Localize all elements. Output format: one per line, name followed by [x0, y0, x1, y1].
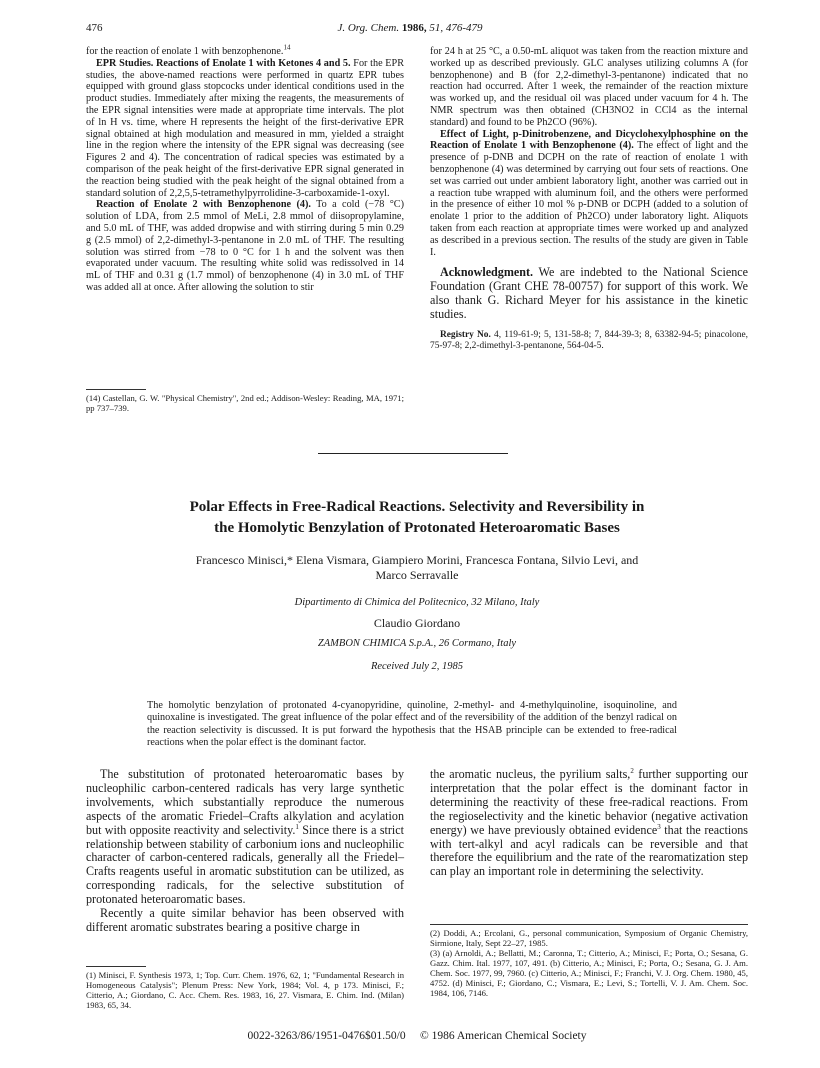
paragraph — [86, 58, 404, 200]
paragraph-text: for the reaction of enolate 1 with benzophenone. — [86, 46, 284, 57]
paragraph-text: To a cold (−78 °C) solution of LDA, from 2.5 mmol of MeLi, 2.8 mmol of diisopropylamine, and 5.0 mL of THF, was added dropwise and with stirring during 5 min 0.29 g (2.5 mmol) of 2,2-dimethyl-3-pentanone in 2.0 mL of THF. The resulting solution was stirred from −78 to 0 °C for 1 h and the solvent was then evaporated under vacuum. The resulting white solid was redissolved in 14 mL of THF and 0.31 g (1.7 mmol) of benzophenone (4) in 3.0 mL of THF was added all at once. After allowing the solution to stir — [86, 199, 404, 293]
reference-marker: 1 — [295, 822, 299, 831]
article-title — [86, 497, 748, 539]
page-footer — [86, 1030, 748, 1042]
running-head — [86, 22, 734, 36]
journal-volume: 51, — [429, 22, 444, 34]
footnote-rule — [430, 924, 748, 925]
paragraph-text: We are indebted to the National Science Foundation (Grant CHE 78-00757) for support of this work. We also thank G. Richard Meyer for his assistance in the kinetic studies. — [430, 265, 748, 322]
footnote — [430, 928, 748, 998]
received-date: Received July 2, 1985 — [370, 661, 464, 672]
paragraph-text: For the EPR studies, the above-named reactions were performed in quartz EPR tubes equipped with ground glass stopcocks under identical conditions used in the product studies. Immediately after mixing the reagents, the measurements of the EPR signal intensities were made at appropriate time intervals. The plot of ln H vs. time, where H represents the height of the first-derivative EPR signal obtained at high modulation and measured in mm, yielded a straight line in the region where the intensity of the EPR signal was decreasing (see Figures 2 and 4). The concentration of radical species was estimated by a comparison of the peak height of the first-derivative EPR signal generated in the reaction being studied with the peak height of the signal obtained from a standard solution of 2,2,5,5-tetramethylpyrrolidine-3-carboxamide-1-oxyl. — [86, 57, 404, 199]
paragraph — [430, 768, 748, 879]
paragraph: for 24 h at 25 °C, a 0.50-mL aliquot was taken from the reaction mixture and worked up as described previously. GLC analyses utilizing columns A (for benzophenone) and B (for 2,2-dimethyl-3-pentanone) indicated that no reaction had occurred. After 1 week, the remainder of the reaction mixture was worked up, and the residual oil was placed under vacuum for 4 h. The NMR spectrum was then obtained (CH3NO2 in CCl4 as the internal standard) and found to be Ph2CO (96%). — [430, 46, 748, 128]
footnote-entry: (3) (a) Arnoldi, A.; Bellatti, M.; Caronna, T.; Citterio, A.; Minisci, F.; Porta, O.; Sesana, G. Gazz. Chim. Ital. 1977, 107, 491. (b) Citterio, A.; Minisci, F.; Porta, O.; Sesana, G. J. Am. Chem. Soc. 1977, 99, 7960. (c) Citterio, A.; Minisci, F.; Franchi, V. J. Org. Chem. 1980, 45, 4752. (d) Minisci, F.; Giordano, C.; Vismara, E.; Levi, S.; Tortelli, V. J. Am. Chem. Soc. 1984, 106, 7146. — [430, 948, 748, 998]
paragraph — [430, 129, 748, 259]
title-line: Polar Effects in Free-Radical Reactions. Selectivity and Reversibility in — [189, 499, 645, 515]
body-left-column — [86, 768, 404, 935]
prev-article-right-column — [430, 46, 748, 352]
journal-citation — [86, 22, 734, 34]
reference-marker: 3 — [657, 822, 661, 831]
section-heading: EPR Studies. Reactions of Enolate 1 with Ketones 4 and 5. — [96, 57, 351, 69]
paragraph — [86, 768, 404, 907]
paragraph: Recently a quite similar behavior has been observed with different aromatic substrates bearing a positive charge in — [86, 906, 404, 934]
footnote-entry: (2) Doddi, A.; Ercolani, G., personal communication, Symposium of Organic Chemistry, Sirmione, Italy, Sept 22–27, 1985. — [430, 928, 748, 948]
body-right-column — [430, 768, 748, 879]
paragraph-text: 4, 119-61-9; 5, 131-58-8; 7, 844-39-3; 8, 63382-94-5; pinacolone, 75-97-8; 2,2-dimethyl-3-pentanone, 564-04-5. — [430, 329, 748, 351]
paragraph-text: further supporting our interpretation that the polar effect is the dominant factor in determining the reactivity of these free-radical reactions. From the regioselectivity and the kinetic behavior (negative activation energy) we have previously obtained evidence — [430, 767, 748, 837]
footnote: (1) Minisci, F. Synthesis 1973, 1; Top. Curr. Chem. 1976, 62, 1; "Fundamental Research in Homogeneous Catalysis"; Plenum Press: New York, 1984; Vol. 4, p 173. Minisci, F.; Citterio, A.; Giordano, C. Acc. Chem. Res. 1983, 16, 27. Vismara, E. Chim. Ind. (Milan) 1983, 65, 34. — [86, 970, 404, 1010]
paragraph-text: The substitution of protonated heteroaromatic bases by nucleophilic carbon-centered radicals has very large synthetic involvements, which substantially reproduce the numerous aspects of the aromatic Friedel–Crafts alkylation and acylation but with opposite reactivity and selectivity. — [86, 767, 404, 837]
author-list — [120, 553, 714, 583]
footnote-rule — [86, 389, 146, 390]
article-code: 0022-3263/86/1951-0476$01.50/0 — [247, 1030, 406, 1042]
authors-line: Francesco Minisci,* Elena Vismara, Giampiero Morini, Francesca Fontana, Silvio Levi, and — [195, 553, 639, 567]
paragraph-text: The effect of light and the presence of p-DNB and DCPH on the rate of reaction of enolate 1 with benzophenone (4) was determined by carrying out four sets of reactions. One set was carried out under ambient laboratory light, another was carried out in a reaction tube wrapped with aluminum foil, and the others were performed in the presence of either 10 mol % p-DNB or DCPH (added to a solution of enolate 1 prior to the addition of Ph2CO) under laboratory light. Aliquots taken from each reaction at appropriate times were worked up and analyzed as described in a previous section. The results of the study are given in Table I. — [430, 140, 748, 258]
paragraph-text: Since there is a strict relationship between stability of carbonium ions and nucleophilic character of carbon-centered radicals, generally all the Friedel–Crafts reagents useful in aromatic substitution can be utilized, as corresponding radicals, for the selective substitution of protonated heteroaromatic bases. — [86, 822, 405, 907]
paragraph — [86, 199, 404, 293]
paragraph-text: the aromatic nucleus, the pyrilium salts, — [430, 767, 631, 781]
footnote-rule — [86, 966, 146, 967]
paragraph — [86, 43, 404, 58]
section-heading: Registry No. — [440, 329, 491, 340]
journal-year: 1986, — [401, 22, 427, 34]
author-name: Claudio Giordano — [373, 616, 461, 630]
authors-line: Marco Serravalle — [375, 568, 459, 582]
paragraph-text: that the reactions with tert-alkyl and acyl radicals can be reversible and that therefore the equilibrium and the rate of the rearomatization step can play an important role in determining the selectivity. — [430, 822, 748, 879]
article-separator — [318, 453, 508, 454]
registry-numbers — [430, 330, 748, 352]
section-heading: Effect of Light, p-Dinitrobenzene, and Dicyclohexylphosphine on the Reaction of Enolate 1 with Benzophenone (4). — [430, 128, 748, 152]
section-heading: Acknowledgment. — [440, 265, 534, 280]
footnote: (14) Castellan, G. W. "Physical Chemistry", 2nd ed.; Addison-Wesley: Reading, MA, 1971; pp 737–739. — [86, 393, 404, 413]
section-heading: Reaction of Enolate 2 with Benzophenone (4). — [96, 199, 311, 211]
title-line: the Homolytic Benzylation of Protonated Heteroaromatic Bases — [214, 520, 620, 536]
copyright: © 1986 American Chemical Society — [419, 1030, 587, 1042]
affiliation: Dipartimento di Chimica del Politecnico, 32 Milano, Italy — [294, 597, 540, 608]
journal-name: J. Org. Chem. — [337, 22, 400, 34]
prev-article-left-column — [86, 43, 404, 294]
acknowledgment — [430, 266, 748, 322]
journal-pages: 476-479 — [445, 22, 483, 34]
affiliation: ZAMBON CHIMICA S.p.A., 26 Cormano, Italy — [317, 638, 517, 649]
reference-marker: 2 — [630, 766, 634, 775]
abstract: The homolytic benzylation of protonated 4-cyanopyridine, quinoline, 2-methyl- and 4-methylquinoline, isoquinoline, and quinoxaline is investigated. The great influence of the polar effect and of the reversibility of the addition of the benzyl radical on the reaction selectivity is discussed. It is put forward the hypothesis that the HSAB principle can be extended to free-radical reactions when the polar effect is the dominant factor. — [147, 700, 677, 749]
reference-marker: 14 — [283, 43, 291, 52]
page-number: 476 — [86, 22, 103, 34]
